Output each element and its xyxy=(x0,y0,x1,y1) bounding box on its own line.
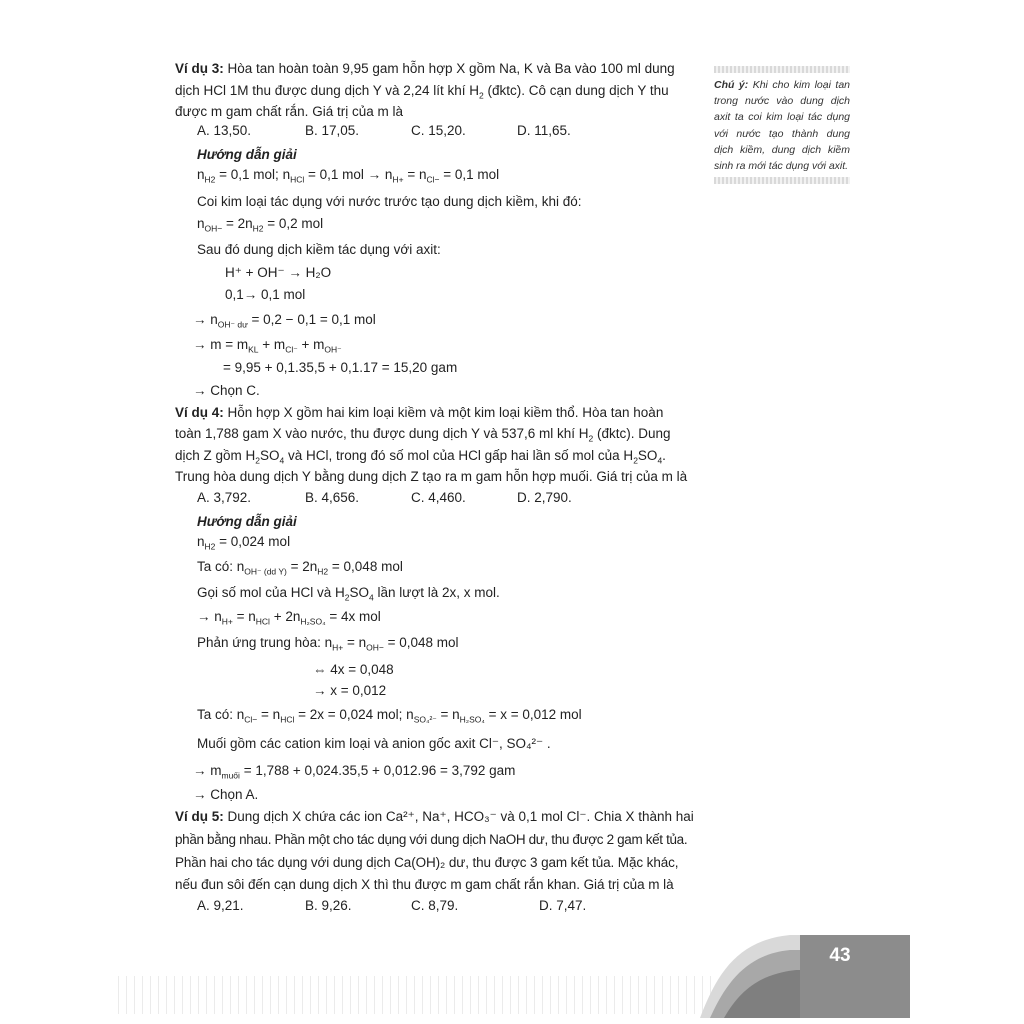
ex3-step9: = 9,95 + 0,1.35,5 + 0,1.17 = 15,20 gam xyxy=(223,360,458,375)
ex3-s8d: + m xyxy=(297,337,325,352)
ex4-s8a: Ta có: n xyxy=(197,707,245,722)
ex3-s1-sub-hcl: HCl xyxy=(290,174,305,185)
ex4-step3 xyxy=(197,584,500,607)
ex4-q2sub: 2 xyxy=(588,433,594,444)
note-bottom-bar xyxy=(714,177,850,184)
page-number: 43 xyxy=(829,945,851,966)
ex5-q1: Dung dịch X chứa các ion Ca²⁺, Na⁺, HCO₃⁻ và 0,1 mol Cl⁻. Chia X thành hai xyxy=(227,809,694,824)
ex4-s3c: lần lượt là 2x, x mol. xyxy=(373,585,500,600)
ex3-s3b: = 2n xyxy=(222,216,253,231)
ex4-s8sub: SO₄²⁻ xyxy=(413,714,437,725)
ex3-s8: → m = m xyxy=(193,337,249,352)
ex3-s7b: = 0,2 − 0,1 = 0,1 mol xyxy=(247,312,376,327)
ex4-s8b: = n xyxy=(257,707,281,722)
ex3-option-c: C. 15,20. xyxy=(411,123,466,138)
ex3-label: Ví dụ 3: xyxy=(175,61,224,76)
ex4-s4c: + 2n xyxy=(269,609,301,624)
ex4-q3-sub3: 2 xyxy=(633,455,638,466)
ex4-question-line2 xyxy=(175,425,671,448)
ex4-step8 xyxy=(197,706,582,729)
ex5-question-line2: phần bằng nhau. Phần một cho tác dụng với dung dịch NaOH dư, thu được 2 gam kết tủa. xyxy=(175,832,688,847)
ex4-q3-sub4: 4 xyxy=(657,455,663,466)
ex4-option-b: B. 4,656. xyxy=(305,490,360,505)
ex4-q3a: dịch Z gồm H xyxy=(175,448,256,463)
ex3-s1-t2: = 0,1 mol → n xyxy=(308,167,393,182)
ex3-step7 xyxy=(193,311,376,334)
ex5-question-line4: nếu đun sôi đến cạn dung dịch X thì thu được m gam chất rắn khan. Giá trị của m là xyxy=(175,877,674,892)
ex3-s1-n: n xyxy=(197,167,205,182)
ex4-s1: n xyxy=(197,534,205,549)
ex4-s2sub: OH⁻ (dd Y) xyxy=(244,566,287,577)
ex4-s5-sub-oh: OH− xyxy=(366,642,384,653)
note-top-bar xyxy=(714,66,850,73)
ex3-step4: Sau đó dung dịch kiềm tác dụng với axit: xyxy=(197,242,441,257)
ex4-q3e: . xyxy=(662,448,666,463)
ex4-step10 xyxy=(193,762,515,785)
ex4-q2b: (đktc). Dung xyxy=(593,426,671,441)
ex3-q2b: (đktc). Cô cạn dung dịch Y thu xyxy=(483,83,669,98)
ex4-s4-sub-hcl: HCl xyxy=(255,616,270,627)
ex4-label: Ví dụ 4: xyxy=(175,405,224,420)
ex4-s4d: = 4x mol xyxy=(325,609,381,624)
ex4-question-line1 xyxy=(175,404,663,422)
ex4-step6: ⇔ 4x = 0,048 xyxy=(313,662,394,677)
ex4-s8-sub-cl: Cl− xyxy=(244,714,258,725)
ex4-step4 xyxy=(197,608,381,631)
ex4-s1-sub: H2 xyxy=(204,541,216,552)
ex4-q1: Hỗn hợp X gồm hai kim loại kiềm và một kim loại kiềm thổ. Hòa tan hoàn xyxy=(227,405,664,420)
ex3-step8 xyxy=(193,336,342,359)
note-label: Chú ý: xyxy=(714,79,749,91)
ex4-step1 xyxy=(197,533,290,556)
ex3-ratio: 0,1→ 0,1 mol xyxy=(225,287,306,302)
ex4-s3a: Gọi số mol của HCl và H xyxy=(197,585,345,600)
ex4-s8-sub-h2so4: H₂SO₄ xyxy=(459,714,485,725)
ex5-question-line3: Phần hai cho tác dụng với dung dịch Ca(OH)₂ dư, thu được 3 gam kết tủa. Mặc khác, xyxy=(175,855,679,870)
page-number-tab xyxy=(700,930,910,1018)
ex4-q3c: và HCl, trong đó số mol của HCl gấp hai lần số mol của H xyxy=(284,448,634,463)
ex4-question-line4: Trung hòa dung dịch Y bằng dung dịch Z tạo ra m gam hỗn hợp muối. Giá trị của m là xyxy=(175,469,688,484)
ex3-s1-sub-h2: H2 xyxy=(204,174,216,185)
ex4-s4-sub-h2so4: H₂SO₄ xyxy=(300,616,326,627)
note-body: Khi cho kim loại tan trong nước vào dung dịch axit ta coi kim loại tác dụng với nước tạo thành dung dịch kiềm, dung dịch kiềm sinh ra mới tác dụng với axit. xyxy=(714,79,850,173)
ex3-s3c: = 0,2 mol xyxy=(263,216,324,231)
ex3-s8e: OH⁻ xyxy=(324,344,342,355)
ex3-s3-sub-h2: H2 xyxy=(252,223,264,234)
ex4-q3-sub1: 2 xyxy=(255,455,261,466)
ex4-s1b: = 0,024 mol xyxy=(215,534,291,549)
ex4-step7: → x = 0,012 xyxy=(313,683,387,698)
ex4-s5a: Phản ứng trung hòa: n xyxy=(197,635,333,650)
ex4-s8e: = x = 0,012 mol xyxy=(484,707,582,722)
ex5-question-line1 xyxy=(175,808,694,826)
ex3-s8c: Cl⁻ xyxy=(285,344,298,355)
ex3-s3sub: OH− xyxy=(204,223,223,234)
ex4-s3-sub2: 4 xyxy=(369,592,374,603)
ex4-step5 xyxy=(197,634,459,657)
ex3-s1-t3: = n xyxy=(407,167,427,182)
ex4-s10a: → m xyxy=(193,763,222,778)
note-text xyxy=(714,73,850,177)
ex4-s4b: = n xyxy=(232,609,256,624)
ex4-s8-sub-hcl: HCl xyxy=(280,714,295,725)
ex3-option-a: A. 13,50. xyxy=(197,123,252,138)
ex4-s5c: = 0,048 mol xyxy=(383,635,459,650)
ex4-answer: → Chọn A. xyxy=(193,787,259,802)
ex4-q2a: toàn 1,788 gam X vào nước, thu được dung dịch Y và 537,6 ml khí H xyxy=(175,426,589,441)
ex3-s7a: → n xyxy=(193,312,218,327)
ex3-option-b: B. 17,05. xyxy=(305,123,360,138)
ex4-s3b: SO xyxy=(349,585,370,600)
ex4-s2b: = 2n xyxy=(286,559,318,574)
ex3-question-line1 xyxy=(175,60,675,78)
ex3-guide-heading: Hướng dẫn giải xyxy=(197,147,297,162)
ex5-option-c: C. 8,79. xyxy=(411,898,459,913)
ex3-equation: H⁺ + OH⁻ → H₂O xyxy=(225,265,332,280)
ex5-option-d: D. 7,47. xyxy=(539,898,587,913)
ex5-option-a: A. 9,21. xyxy=(197,898,244,913)
ex3-question-line2 xyxy=(175,82,669,105)
ex4-guide-heading: Hướng dẫn giải xyxy=(197,514,297,529)
ex4-s2c: = 0,048 mol xyxy=(328,559,403,574)
ex4-s8c: = 2x = 0,024 mol; n xyxy=(294,707,414,722)
ex3-s8k: KL xyxy=(248,344,259,355)
ex5-label: Ví dụ 5: xyxy=(175,809,224,824)
ex4-s8d: = n xyxy=(436,707,460,722)
ex3-s1-sub-hp: H+ xyxy=(392,174,404,185)
footer-pattern xyxy=(118,976,718,1014)
ex3-s7sub: OH⁻ dư xyxy=(217,319,248,330)
ex4-s5b: = n xyxy=(343,635,367,650)
ex4-step9: Muối gồm các cation kim loại và anion gốc axit Cl⁻, SO₄²⁻ . xyxy=(197,736,551,751)
ex4-s4-sub-hp: H+ xyxy=(221,616,233,627)
ex4-s2a: Ta có: n xyxy=(197,559,245,574)
ex4-s5-sub-hp: H+ xyxy=(332,642,344,653)
ex4-s10sub: muối xyxy=(221,770,240,781)
side-note xyxy=(714,66,850,184)
ex4-step2 xyxy=(197,558,403,581)
ex4-option-a: A. 3,792. xyxy=(197,490,252,505)
ex3-step1 xyxy=(197,166,499,189)
ex5-option-b: B. 9,26. xyxy=(305,898,352,913)
ex3-s3a: n xyxy=(197,216,205,231)
ex3-q1: Hòa tan hoàn toàn 9,95 gam hỗn hợp X gồm Na, K và Ba vào 100 ml dung xyxy=(227,61,675,76)
ex4-option-c: C. 4,460. xyxy=(411,490,466,505)
ex3-q2sub: 2 xyxy=(479,90,484,101)
ex4-question-line3 xyxy=(175,447,666,470)
ex4-s3-sub1: 2 xyxy=(344,592,350,603)
ex3-s1-t4: = 0,1 mol xyxy=(443,167,500,182)
ex3-step3 xyxy=(197,215,323,238)
ex4-s4a: → n xyxy=(197,609,222,624)
ex4-q3d: SO xyxy=(637,448,658,463)
ex3-s1-sub-cl: Cl− xyxy=(426,174,440,185)
ex3-s8b: + m xyxy=(258,337,286,352)
ex3-option-d: D. 11,65. xyxy=(517,123,571,138)
ex3-step2: Coi kim loại tác dụng với nước trước tạo dung dịch kiềm, khi đó: xyxy=(197,194,582,209)
ex3-q2a: dịch HCl 1M thu được dung dịch Y và 2,24 lít khí H xyxy=(175,83,480,98)
ex4-s2-sub-h2: H2 xyxy=(317,566,329,577)
ex4-s10b: = 1,788 + 0,024.35,5 + 0,012.96 = 3,792 gam xyxy=(239,763,516,778)
ex3-question-line3: được m gam chất rắn. Giá trị của m là xyxy=(175,104,403,119)
ex3-s1-t: = 0,1 mol; n xyxy=(219,167,291,182)
ex4-option-d: D. 2,790. xyxy=(517,490,572,505)
ex4-q3b: SO xyxy=(260,448,280,463)
ex4-q3-sub2: 4 xyxy=(279,455,285,466)
ex3-answer: → Chọn C. xyxy=(193,383,260,398)
